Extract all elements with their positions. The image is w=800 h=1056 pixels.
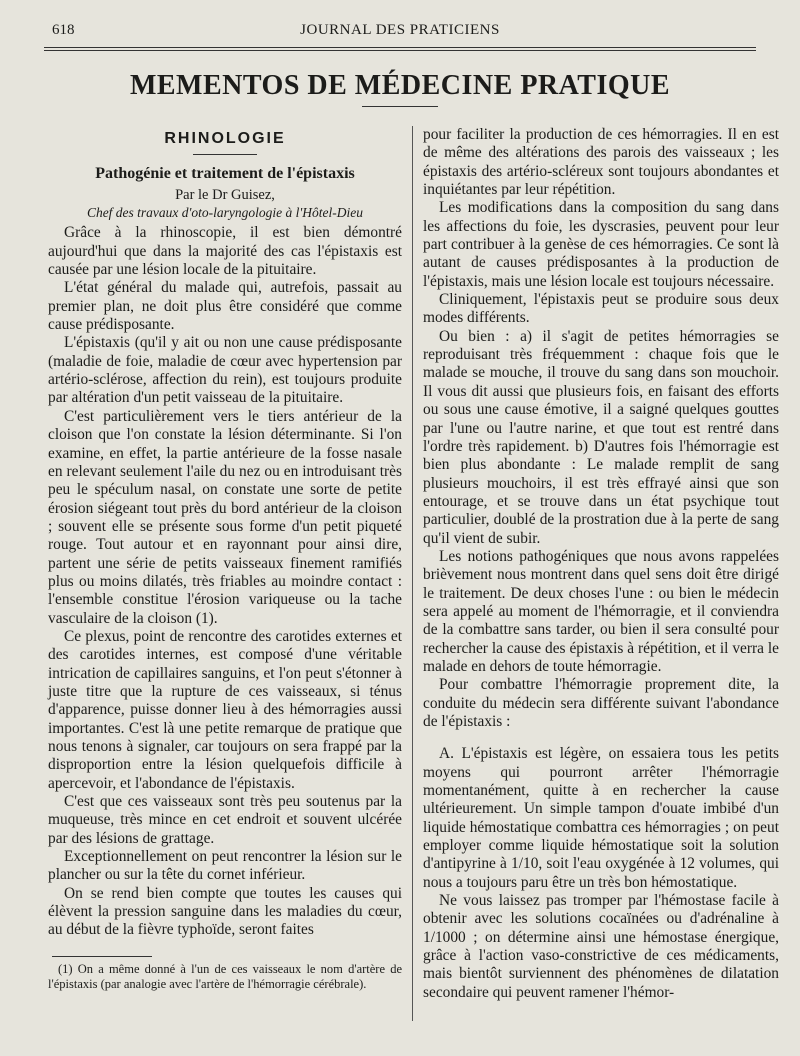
article-author: Par le Dr Guisez, [175, 186, 275, 203]
paragraph: L'épistaxis (qu'il y ait ou non une cause prédisposante (maladie de foie, maladie de cœur avec hypertension par artério-sclérose, affection du rein), est toujours produite par altération d'un petit vaisseau de la pituitaire. [48, 334, 402, 407]
left-column [48, 126, 402, 940]
footnote [48, 962, 402, 992]
rubric-rule [193, 154, 257, 155]
header-rule [44, 47, 756, 48]
paragraph: A. L'épistaxis est légère, on essaiera tous les petits moyens qui pourront arrêter l'hémorragie momentanément, quitte à en rechercher la cause ultérieurement. Un simple tampon d'ouate imbibé d'un liquide hémostatique combattra ces hémorragies ; on peut employer comme liquide hémostatique soit la solution d'antipyrine à 1/10, soit l'eau oxygénée à 12 volumes, qui nous a toujours paru être un très bon hémostatique. [423, 745, 779, 891]
paragraph: Exceptionnellement on peut rencontrer la lésion sur le plancher ou sur la tête du cornet inférieur. [48, 848, 402, 884]
article-title: Pathogénie et traitement de l'épistaxis [95, 165, 355, 183]
journal-title: JOURNAL DES PRATICIENS [300, 22, 500, 38]
paragraph: Grâce à la rhinoscopie, il est bien démontré aujourd'hui que dans la majorité des cas l'épistaxis est causée par une lésion locale de la pituitaire. [48, 224, 402, 279]
paragraph: Pour combattre l'hémorragie proprement dite, la conduite du médecin sera différente suivant l'abondance de l'épistaxis : [423, 676, 779, 730]
author-affiliation: Chef des travaux d'oto-laryngologie à l'Hôtel-Dieu [86, 205, 364, 221]
page-number: 618 [52, 22, 75, 38]
section-title: MEMENTOS DE MÉDECINE PRATIQUE [129, 70, 671, 101]
paragraph: L'état général du malade qui, autrefois, passait au premier plan, ne doit plus être considéré que comme cause prédisposante. [48, 279, 402, 334]
paragraph: Ce plexus, point de rencontre des carotides externes et des carotides internes, est composé d'une véritable intrication de capillaires sanguins, et l'on peut s'étonner à juste titre que la rupture de ces vaisseaux, si ténus d'apparence, puisse donner lieu à des hémorragies aussi importantes. C'est là une petite remarque de pratique que nous tenons à signaler, car toujours on sera frappé par la disproportion entre la lésion quelquefois difficile à apercevoir, et l'abondance de l'épistaxis. [48, 627, 402, 792]
paragraph: Ne vous laissez pas tromper par l'hémostase facile à obtenir avec les solutions cocaïnées ou d'adrénaline à 1/1000 ; on détermine ainsi une hémostase énergique, grâce à l'action vaso-constrictive de ces médicaments, mais bientôt surviennent des phénomènes de dilatation secondaire qui peuvent ramener l'hémor- [423, 892, 779, 1001]
paragraph: Les modifications dans la composition du sang dans les affections du foie, les dyscrasies, peuvent pour leur part contribuer à la genèse de ces hémorragies. Ce sont là autant de causes prédisposantes à la production de l'épistaxis, mais une lésion locale est toujours nécessaire. [423, 199, 779, 290]
header-rule-double [44, 50, 756, 51]
right-column [423, 126, 779, 1002]
paragraph: pour faciliter la production de ces hémorragies. Il en est de même des altérations des parois des vaisseaux ; les épistaxis des artério-scléreux sont toujours abondantes et inquiétantes par leur répétition. [423, 126, 779, 199]
paragraph: C'est que ces vaisseaux sont très peu soutenus par la muqueuse, très mince en cet endroit et souvent ulcérée par des lésions de grattage. [48, 793, 402, 847]
footnote-text: (1) On a même donné à l'un de ces vaisseaux le nom d'artère de l'épistaxis (par analogie avec l'artère de l'hémorragie cérébrale). [48, 962, 402, 991]
rubric-heading: RHINOLOGIE [164, 130, 286, 147]
footnote-rule [52, 956, 152, 957]
title-rule [362, 106, 438, 107]
column-divider [412, 126, 413, 1021]
running-head [44, 20, 756, 44]
paragraph: Cliniquement, l'épistaxis peut se produire sous deux modes différents. [423, 291, 779, 327]
paragraph: Ou bien : a) il s'agit de petites hémorragies se reproduisant très fréquemment : chaque fois que le malade se mouche, il trouve du sang dans son mouchoir. Il vous dit aussi que plusieurs fois, en faisant des efforts ou sous une cause émotive, il a saigné quelques gouttes par l'une ou l'autre narine, et que tout est rentré dans l'ordre très rapidement. b) D'autres fois l'hémorragie est bien plus abondante : Le malade remplit de sang plusieurs mouchoirs, il est très effrayé ainsi que son entourage, et se trouve dans un état psychique tout particulier, doublé de la prostration due à la perte de sang qu'il vient de subir. [423, 327, 779, 547]
paragraph: C'est particulièrement vers le tiers antérieur de la cloison que l'on constate la lésion déterminante. Si l'on examine, en effet, la partie antérieure de la fosse nasale en relevant seulement l'aile du nez ou en introduisant très peu le spéculum nasal, on constate une sorte de petite érosion siégeant tout près du bord antérieur de la cloison ; souvent elle se présente sous forme d'un petit piqueté rouge. Tout autour et en rayonnant pour ainsi dire, partent une série de petits vaisseaux finement ramifiés plus ou moins dilatés, très friables au moindre contact : l'ensemble constitue l'érosion variqueuse ou la tache vasculaire de la cloison (1). [48, 407, 402, 627]
paragraph: On se rend bien compte que toutes les causes qui élèvent la pression sanguine dans les maladies du cœur, au début de la fièvre typhoïde, seront faites [48, 884, 402, 939]
paragraph: Les notions pathogéniques que nous avons rappelées brièvement nous montrent dans quel sens doit être dirigé le traitement. De deux choses l'une : ou bien le médecin sera appelé au moment de l'hémorragie, et il conviendra de la combattre sans tarder, ou bien il sera consulté pour rechercher la cause des épistaxis à répétition, et il verra le malade en dehors de toute hémorragie. [423, 547, 779, 675]
